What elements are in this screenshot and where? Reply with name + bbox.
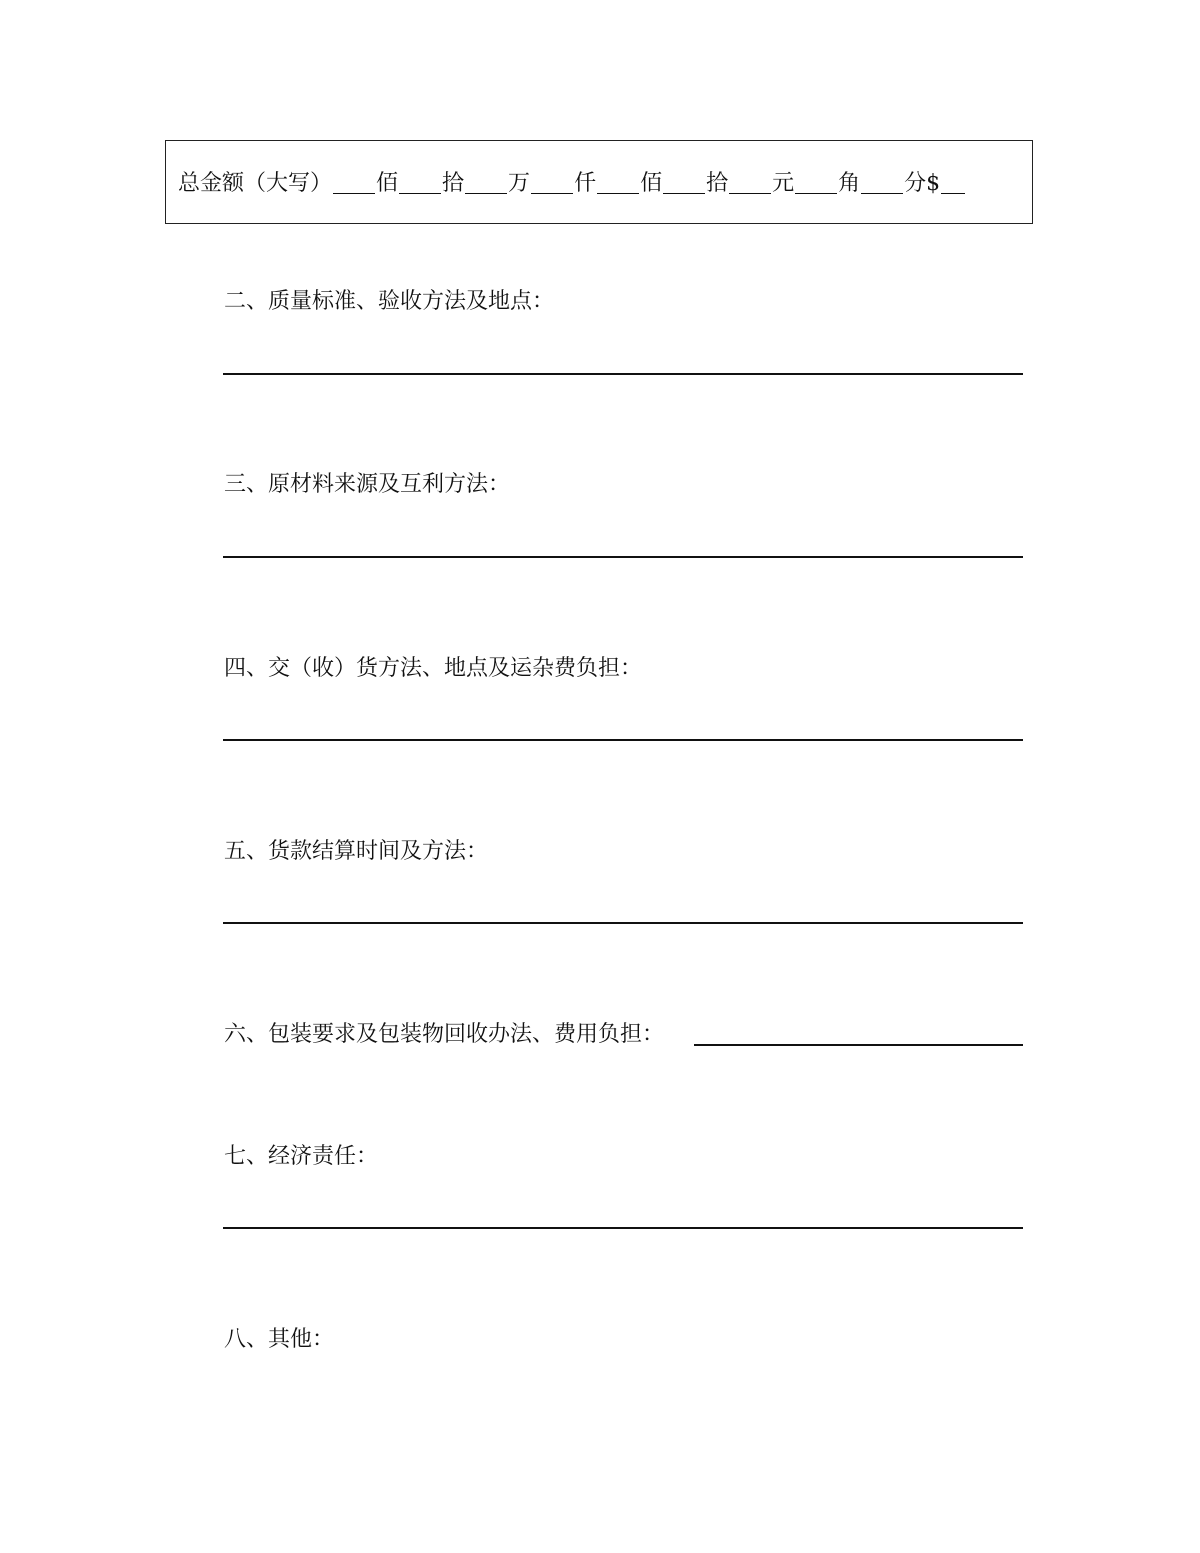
section-delivery-fill-line[interactable] xyxy=(223,739,1023,741)
unit-shi-2: 拾 xyxy=(706,171,729,196)
unit-jiao: 角 xyxy=(838,171,861,196)
total-amount-label: 总金额（大写） xyxy=(178,171,333,196)
section-payment-title: 五、货款结算时间及方法： xyxy=(224,839,489,864)
unit-qian: 仟 xyxy=(574,171,597,196)
unit-bai-1: 佰 xyxy=(376,171,399,196)
section-liability-fill-line[interactable] xyxy=(223,1227,1023,1229)
amount-blank-9[interactable] xyxy=(861,193,903,195)
section-packaging-fill-line[interactable] xyxy=(694,1044,1023,1046)
unit-bai-2: 佰 xyxy=(640,171,663,196)
unit-yuan: 元 xyxy=(772,171,795,196)
section-quality-fill-line[interactable] xyxy=(223,373,1023,375)
section-materials-fill-line[interactable] xyxy=(223,556,1023,558)
dollar-sign: $ xyxy=(926,171,941,196)
unit-fen: 分 xyxy=(904,171,927,196)
amount-blank-dollar[interactable] xyxy=(941,193,965,195)
amount-blank-5[interactable] xyxy=(597,193,639,195)
amount-blank-2[interactable] xyxy=(399,193,441,195)
amount-blank-6[interactable] xyxy=(663,193,705,195)
section-quality-title: 二、质量标准、验收方法及地点： xyxy=(224,289,555,314)
unit-shi-1: 拾 xyxy=(442,171,465,196)
total-amount-box xyxy=(165,140,1033,224)
section-other-title: 八、其他： xyxy=(224,1327,335,1352)
amount-blank-7[interactable] xyxy=(729,193,771,195)
amount-blank-1[interactable] xyxy=(333,193,375,195)
section-packaging-title: 六、包装要求及包装物回收办法、费用负担： xyxy=(224,1022,665,1047)
section-payment-fill-line[interactable] xyxy=(223,922,1023,924)
section-liability-title: 七、经济责任： xyxy=(224,1144,379,1169)
amount-blank-3[interactable] xyxy=(465,193,507,195)
section-materials-title: 三、原材料来源及互利方法： xyxy=(224,472,511,497)
amount-blank-8[interactable] xyxy=(795,193,837,195)
section-delivery-title: 四、交（收）货方法、地点及运杂费负担： xyxy=(224,656,643,681)
amount-blank-4[interactable] xyxy=(531,193,573,195)
total-amount-line xyxy=(178,169,966,199)
unit-wan: 万 xyxy=(508,171,531,196)
